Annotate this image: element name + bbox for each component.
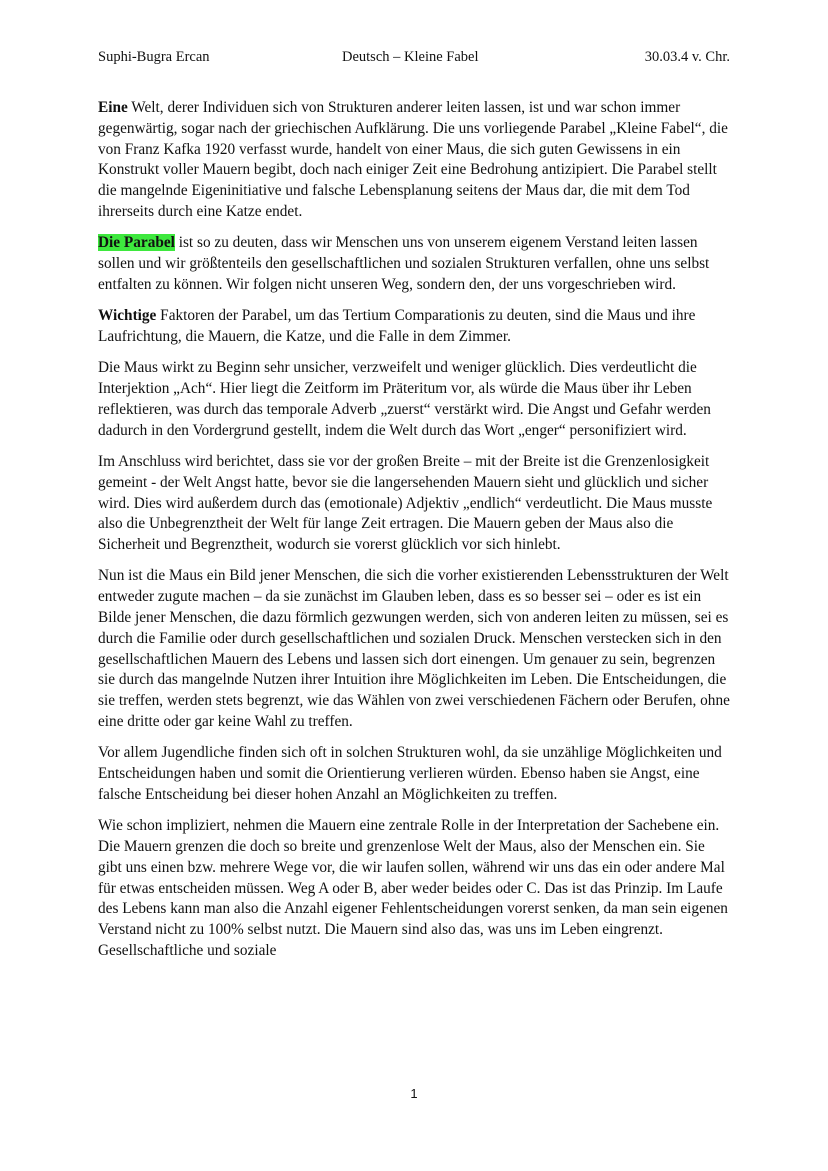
page-header (98, 49, 732, 69)
paragraph-2 (98, 233, 732, 295)
header-author: Suphi-Bugra Ercan (98, 49, 210, 65)
paragraph-5: Im Anschluss wird berichtet, dass sie vor der großen Breite – mit der Breite ist die Grenzenlosigkeit gemeint - der Welt Angst hatte, bevor sie die langersehenden Mauern sieht und glücklich und sicher wird. Dies wird außerdem durch das (emotionale) Adjektiv „endlich“ verdeutlicht. Die Maus musste also die Unbegrenztheit der Welt für lange Zeit ertragen. Die Mauern geben der Maus also die Sicherheit und Begrenztheit, wodurch sie vorerst glücklich vor sich hinlebt. (98, 452, 713, 554)
paragraph-7: Vor allem Jugendliche finden sich oft in solchen Strukturen wohl, da sie unzählige Möglichkeiten und Entscheidungen haben und somit die Orientierung verlieren würden. Ebenso haben sie Angst, eine falsche Entscheidung bei dieser hohen Anzahl an Möglichkeiten zu treffen. (98, 744, 722, 803)
page-number: 1 (410, 1086, 418, 1101)
header-subject: Deutsch – Kleine Fabel (342, 49, 479, 65)
paragraph-1 (98, 98, 732, 223)
paragraph-lead: Wichtige (98, 307, 157, 325)
paragraph-6: Nun ist die Maus ein Bild jener Menschen, die sich die vorher existierenden Lebensstrukturen der Welt entweder zugute machen – da sie zunächst im Glauben leben, dass es so besser sei – oder es ist ein Bilde jener Menschen, die dazu förmlich gezwungen werden, sich von anderen leiten zu müssen, sei es durch die Familie oder durch gesellschaftlichen und sozialen Druck. Menschen verstecken sich in den gesellschaftlichen Mauern des Lebens und lassen sich dort einengen. Um genauer zu sein, begrenzen sie durch das mangelnde Nutzen ihrer Intuition ihre Möglichkeiten im Leben. Die Entscheidungen, die sie treffen, werden stets begrenzt, wie das Wählen von zwei verschiedenen Fächern oder Berufen, ohne eine dritte oder gar keine Wahl zu treffen. (98, 567, 730, 731)
paragraph-lead: Eine (98, 99, 128, 116)
header-date: 30.03.4 v. Chr. (644, 49, 730, 65)
paragraph-text: ist so zu deuten, dass wir Menschen uns von unserem eigenem Verstand leiten lassen sollen und wir größtenteils den gesellschaftlichen und sozialen Strukturen verfallen, ohne uns selbst entfalten zu können. Wir folgen nicht unseren Weg, sondern den, der uns vorgeschrieben wird. (98, 234, 710, 293)
paragraph-text: Welt, derer Individuen sich von Strukturen anderer leiten lassen, ist und war schon immer gegenwärtig, sogar nach der griechischen Aufklärung. Die uns vorliegende Parabel „Kleine Fabel“, die von Franz Kafka 1920 verfasst wurde, handelt von einer Maus, die sich guten Gewissens in ein Konstrukt voller Mauern begibt, doch nach einiger Zeit eine Bedrohung antizipiert. Die Parabel stellt die mangelnde Eigeninitiative und falsche Lebensplanung seitens der Maus dar, die mit dem Tod ihrerseits durch eine Katze endet. (98, 99, 728, 220)
paragraph-3 (98, 306, 732, 348)
document-body (98, 98, 732, 972)
paragraph-4: Die Maus wirkt zu Beginn sehr unsicher, verzweifelt und weniger glücklich. Dies verdeutlicht die Interjektion „Ach“. Hier liegt die Zeitform im Präteritum vor, als würde die Maus über ihr Leben reflektieren, was durch das temporale Adverb „zuerst“ verstärkt wird. Die Angst und Gefahr werden dadurch in den Vordergrund gestellt, indem die Welt durch das Wort „enger“ personifiziert wird. (98, 359, 711, 439)
paragraph-8: Wie schon impliziert, nehmen die Mauern eine zentrale Rolle in der Interpretation der Sachebene ein. Die Mauern grenzen die doch so breite und grenzenlose Welt der Maus, also der Menschen ein. Sie gibt uns einen bzw. mehrere Wege vor, die wir laufen sollen, während wir uns das ein oder andere Mal für etwas entscheiden müssen. Weg A oder B, aber weder beides oder C. Das ist das Prinzip. Im Laufe des Lebens kann man also die Anzahl eigener Fehlentscheidungen vorerst senken, da man sein eigenen Verstand nicht zu 100% selbst nutzt. Die Mauern sind also das, was uns im Leben eingrenzt. Gesellschaftliche und soziale (98, 817, 728, 959)
highlighted-lead: Die Parabel (98, 234, 175, 252)
paragraph-text: Faktoren der Parabel, um das Tertium Comparationis zu deuten, sind die Maus und ihre Laufrichtung, die Mauern, die Katze, und die Falle in dem Zimmer. (98, 307, 696, 345)
